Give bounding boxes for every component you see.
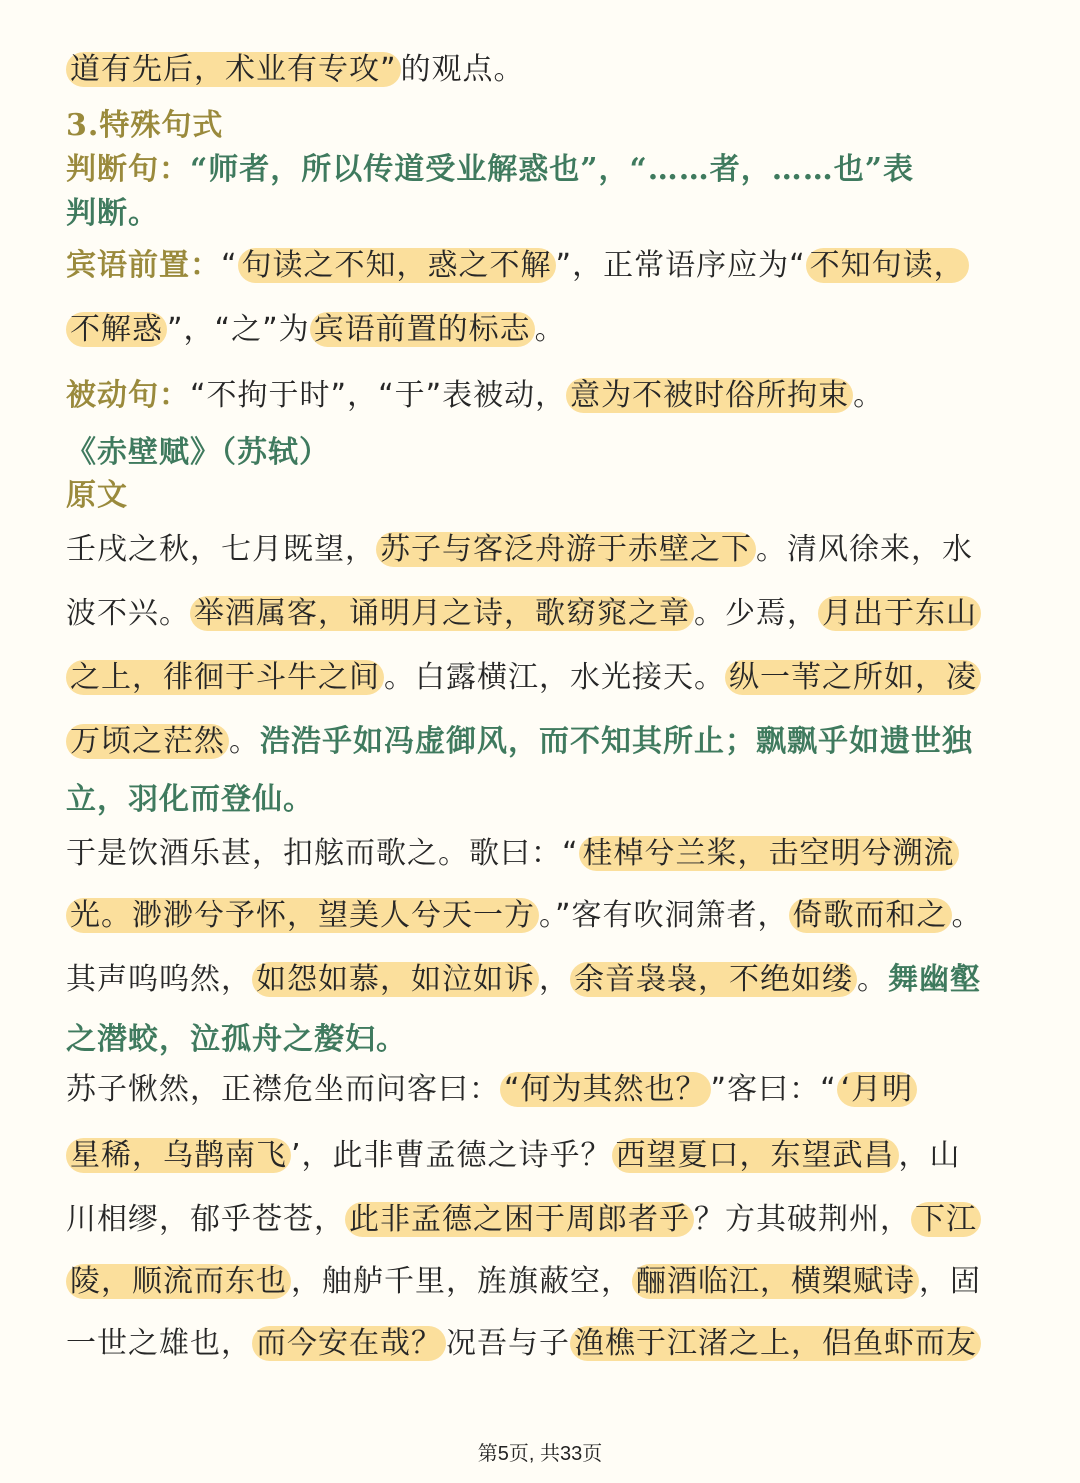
highlighted-text: 而今安在哉？ — [252, 1326, 446, 1361]
text-line — [66, 960, 1026, 1000]
highlighted-text: 举酒属客，诵明月之诗，歌窈窕之章 — [190, 596, 694, 631]
text-line — [66, 1200, 1026, 1240]
highlighted-text: 倚歌而和之 — [789, 898, 952, 933]
body-text: ，山 — [898, 1138, 961, 1173]
text-line — [66, 722, 1026, 762]
text-line — [66, 476, 1026, 516]
highlighted-text: 光。渺渺兮予怀，望美人兮天一方 — [66, 898, 539, 933]
body-text: ’，此非曹孟德之诗乎？ — [291, 1138, 612, 1173]
body-text: 一世之雄也， — [66, 1326, 252, 1361]
body-text: ？方其破荆州， — [694, 1202, 911, 1237]
text-line — [66, 1020, 1026, 1060]
body-text: 。 — [853, 378, 885, 413]
text-line — [66, 310, 1026, 350]
highlighted-text: “何为其然也？ — [500, 1072, 711, 1107]
body-text: 。清风徐来，水 — [756, 532, 973, 567]
emphasis-text: 《赤壁赋》（苏轼） — [66, 435, 330, 470]
highlighted-text: 不解惑 — [66, 312, 167, 347]
highlighted-text: 陵，顺流而东也 — [66, 1264, 291, 1299]
page-footer: 第5页, 共33页 — [477, 1443, 603, 1465]
body-text: 壬戌之秋，七月既望， — [66, 532, 376, 567]
text-line — [66, 1070, 1026, 1110]
body-text: 。 — [229, 724, 260, 759]
highlighted-text: 渔樵于江渚之上，侣鱼虾而友 — [570, 1326, 981, 1361]
text-line — [66, 1136, 1026, 1176]
body-text: “ — [221, 248, 238, 283]
emphasis-text: 判断。 — [66, 196, 159, 231]
emphasis-text: 之潜蛟，泣孤舟之嫠妇。 — [66, 1022, 407, 1057]
body-text: 。 — [951, 898, 983, 933]
highlighted-text: 苏子与客泛舟游于赤壁之下 — [376, 532, 756, 567]
body-text: ，固 — [919, 1264, 981, 1299]
body-text: 苏子愀然，正襟危坐而问客曰： — [66, 1072, 500, 1107]
text-line — [66, 896, 1026, 936]
text-line — [66, 50, 1026, 90]
emphasis-text: 浩浩乎如冯虚御风，而不知其所止；飘飘乎如遗世独 — [260, 724, 973, 759]
highlighted-text: 如怨如慕，如泣如诉 — [252, 962, 539, 997]
body-text: 的观点。 — [400, 52, 525, 87]
body-text: 于是饮酒乐甚，扣舷而歌之。歌曰：“ — [66, 836, 579, 871]
body-text: 。少焉， — [694, 596, 818, 631]
highlighted-text: 纵一苇之所如，凌 — [725, 660, 981, 695]
body-text: ，舳舻千里，旌旗蔽空， — [291, 1264, 632, 1299]
text-line — [66, 106, 1026, 146]
highlighted-text: 月出于东山 — [818, 596, 981, 631]
highlighted-text: 酾酒临江，横槊赋诗 — [632, 1264, 919, 1299]
heading-text: 被动句： — [66, 378, 190, 413]
body-text: 。白露横江，水光接天。 — [384, 660, 725, 695]
text-line — [66, 1324, 1026, 1364]
body-text: 。 — [857, 962, 888, 997]
text-line — [66, 780, 1026, 820]
text-line — [66, 150, 1026, 190]
highlighted-text: 此非孟德之困于周郎者乎 — [345, 1202, 694, 1237]
body-text: 。 — [534, 312, 566, 347]
body-text: 。”客有吹洞箫者， — [539, 898, 789, 933]
highlighted-text: 意为不被时俗所拘束 — [566, 378, 853, 413]
highlighted-text: ‘月明 — [837, 1072, 918, 1107]
highlighted-text: 宾语前置的标志 — [310, 312, 535, 347]
emphasis-text: 舞幽壑 — [888, 962, 981, 997]
text-line — [66, 658, 1026, 698]
highlighted-text: 道有先后，术业有专攻” — [66, 52, 401, 87]
highlighted-text: 桂棹兮兰桨，击空明兮溯流 — [579, 836, 959, 871]
body-text: 其声呜呜然， — [66, 962, 252, 997]
text-line — [66, 246, 1026, 286]
text-line — [66, 834, 1026, 874]
body-text: 川相缪，郁乎苍苍， — [66, 1202, 345, 1237]
highlighted-text: 万顷之茫然 — [66, 724, 229, 759]
text-line — [66, 530, 1026, 570]
highlighted-text: 西望夏口，东望武昌 — [612, 1138, 899, 1173]
body-text: ”，“之”为 — [167, 312, 310, 347]
body-text: 波不兴。 — [66, 596, 190, 631]
text-line — [66, 376, 1026, 416]
emphasis-text: “师者，所以传道受业解惑也”，“……者，……也”表 — [190, 152, 915, 187]
text-line — [66, 194, 1026, 234]
body-text: ”客曰：“ — [710, 1072, 837, 1107]
body-text: “不拘于时”，“于”表被动， — [190, 378, 567, 413]
heading-text: 宾语前置： — [66, 248, 221, 283]
highlighted-text: 不知句读， — [806, 248, 969, 283]
text-line — [66, 594, 1026, 634]
body-text: ”，正常语序应为“ — [555, 248, 806, 283]
highlighted-text: 下江 — [911, 1202, 981, 1237]
body-text: 况吾与子 — [446, 1326, 570, 1361]
highlighted-text: 星稀，乌鹊南飞 — [66, 1138, 291, 1173]
text-line — [66, 433, 1026, 473]
highlighted-text: 之上，徘徊于斗牛之间 — [66, 660, 384, 695]
heading-text: 判断句： — [66, 152, 190, 187]
text-line — [66, 1262, 1026, 1302]
highlighted-text: 句读之不知，惑之不解 — [238, 248, 556, 283]
emphasis-text: 立，羽化而登仙。 — [66, 782, 314, 817]
heading-text: 原文 — [66, 478, 128, 513]
highlighted-text: 余音袅袅，不绝如缕 — [570, 962, 857, 997]
body-text: ， — [539, 962, 570, 997]
heading-text: 3.特殊句式 — [66, 108, 224, 143]
